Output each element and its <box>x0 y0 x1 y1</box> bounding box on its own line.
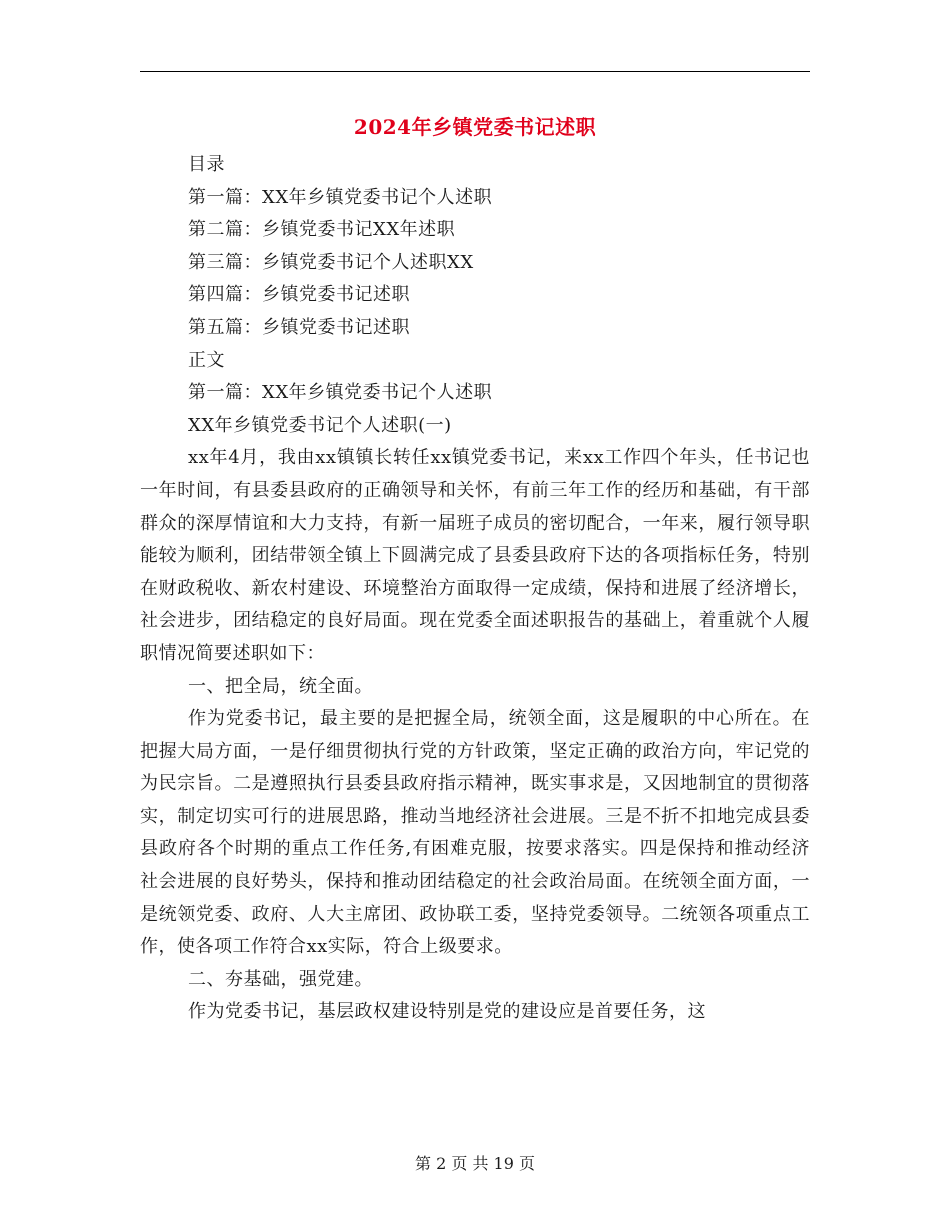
section-subtitle: XX年乡镇党委书记个人述职(一) <box>188 414 452 436</box>
body-heading: 正文 <box>188 349 225 371</box>
document-body <box>140 149 810 1029</box>
body-paragraph: 作为党委书记，基层政权建设特别是党的建设应是首要任务，这 <box>188 1001 706 1023</box>
toc-item: 第二篇：乡镇党委书记XX年述职 <box>188 219 456 241</box>
section-heading: 一、把全局，统全面。 <box>188 675 373 697</box>
toc-item: 第四篇：乡镇党委书记述职 <box>188 284 410 306</box>
body-paragraph: 作为党委书记，最主要的是把握全局，统领全面，这是履职的中心所在。在把握大局方面，一是仔细贯彻执行党的方针政策，坚定正确的政治方向，牢记党的为民宗旨。二是遵照执行县委县政府指示精神，既实事求是，又因地制宜的贯彻落实，制定切实可行的进展思路，推动当地经济社会进展。三是不折不扣地完成县委县政府各个时期的重点工作任务,有困难克服，按要求落实。四是保持和推动经济社会进展的良好势头，保持和推动团结稳定的社会政治局面。在统领全面方面，一是统领党委、政府、人大主席团、政协联工委，坚持党委领导。二统领各项重点工作，使各项工作符合xx实际，符合上级要求。 <box>140 708 810 958</box>
section-heading: 二、夯基础，强党建。 <box>188 968 373 990</box>
toc-item: 第五篇：乡镇党委书记述职 <box>188 316 410 338</box>
page-number: 第 2 页 共 19 页 <box>415 1154 535 1173</box>
chapter-title: 第一篇：XX年乡镇党委书记个人述职 <box>188 382 493 404</box>
document-title: 2024年乡镇党委书记述职 <box>353 115 597 139</box>
toc-item: 第一篇：XX年乡镇党委书记个人述职 <box>188 186 493 208</box>
body-paragraph: xx年4月，我由xx镇镇长转任xx镇党委书记，来xx工作四个年头，任书记也一年时间，有县委县政府的正确领导和关怀，有前三年工作的经历和基础，有干部群众的深厚情谊和大力支持，有新一届班子成员的密切配合，一年来，履行领导职能较为顺利，团结带领全镇上下圆满完成了县委县政府下达的各项指标任务，特别在财政税收、新农村建设、环境整治方面取得一定成绩，保持和进展了经济增长，社会进步，团结稳定的良好局面。现在党委全面述职报告的基础上，着重就个人履职情况简要述职如下： <box>140 447 810 664</box>
toc-item: 第三篇：乡镇党委书记个人述职XX <box>188 251 474 273</box>
toc-heading: 目录 <box>188 154 225 175</box>
header-rule <box>140 71 810 72</box>
